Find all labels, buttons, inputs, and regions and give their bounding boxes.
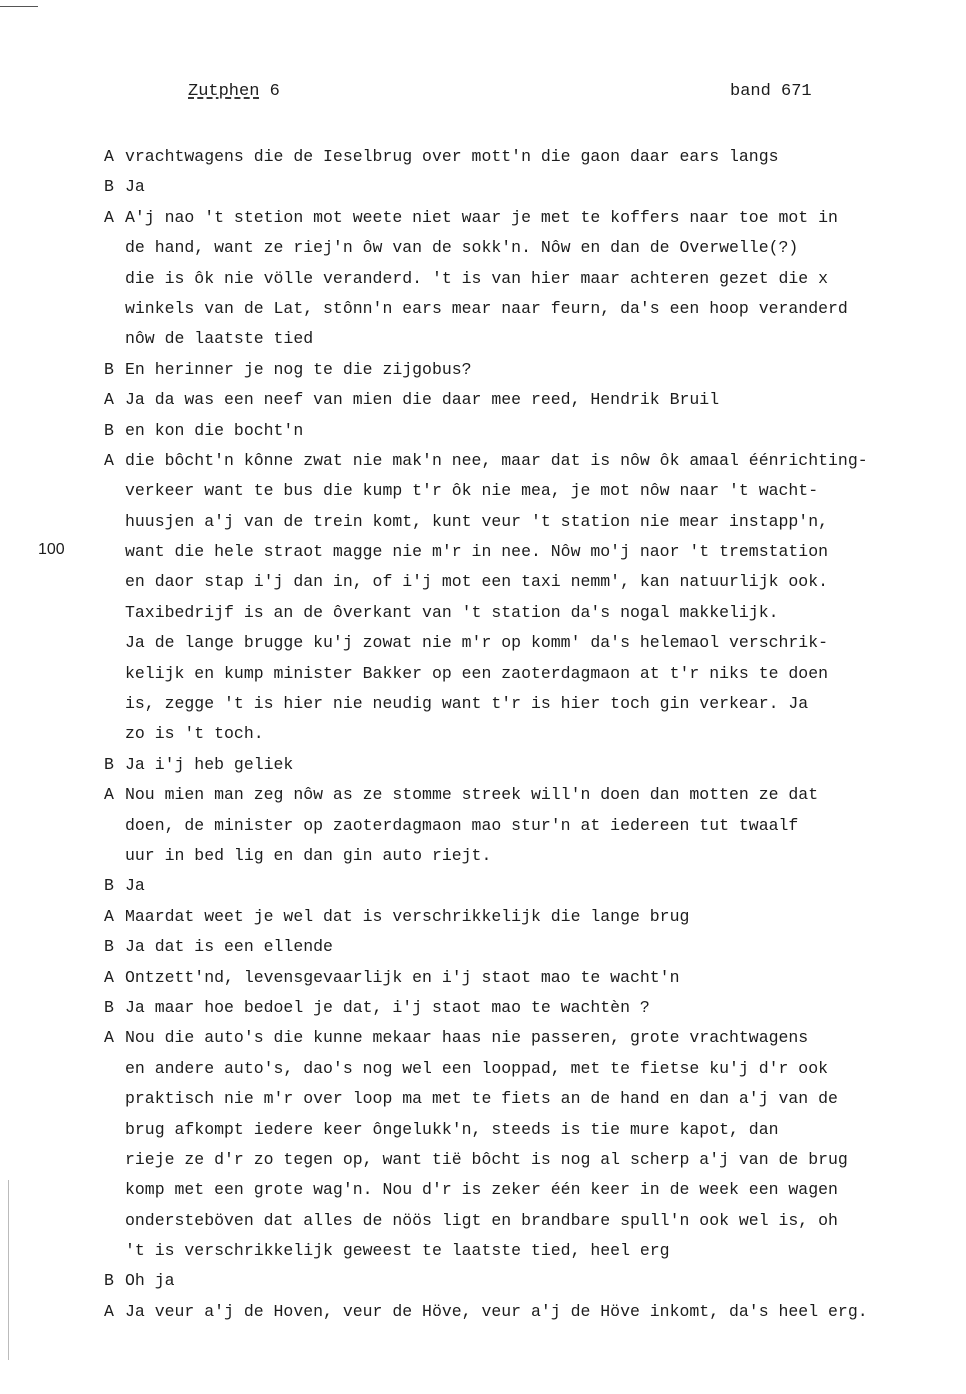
transcript-body xyxy=(104,142,934,1327)
transcript-line xyxy=(104,416,934,446)
line-text: Nou mien man zeg nôw as ze stomme streek will'n doen dan motten ze dat xyxy=(125,785,819,805)
page-top-rule xyxy=(0,6,38,7)
speaker-label: A xyxy=(104,906,114,926)
line-text: die is ôk nie völle veranderd. 't is van hier maar achteren gezet die x xyxy=(125,268,829,288)
transcript-line xyxy=(104,1023,934,1053)
transcript-line xyxy=(104,902,934,932)
transcript-line xyxy=(104,598,934,628)
line-text: want die hele straot magge nie m'r in nee. Nôw mo'j naor 't tremstation xyxy=(125,542,829,562)
transcript-line xyxy=(104,476,934,506)
line-text: Maardat weet je wel dat is verschrikkelijk die lange brug xyxy=(125,906,690,926)
line-text: Ja veur a'j de Hoven, veur de Höve, veur a'j de Höve inkomt, da's heel erg. xyxy=(125,1301,868,1321)
speaker-label: B xyxy=(104,1271,114,1291)
transcript-line xyxy=(104,811,934,841)
transcript-line xyxy=(104,507,934,537)
transcript-line xyxy=(104,780,934,810)
line-text: en daor stap i'j dan in, of i'j mot een taxi nemm', kan natuurlijk ook. xyxy=(125,572,829,592)
line-text: ondersteböven dat alles de nöös ligt en brandbare spull'n ook wel is, oh xyxy=(125,1210,838,1230)
line-text: rieje ze d'r zo tegen op, want tië bôcht is nog al scherp a'j van de brug xyxy=(125,1149,848,1169)
transcript-line xyxy=(104,567,934,597)
transcript-line xyxy=(104,1145,934,1175)
transcript-line xyxy=(104,142,934,172)
transcript-line xyxy=(104,1054,934,1084)
line-text: Nou die auto's die kunne mekaar haas nie passeren, grote vrachtwagens xyxy=(125,1028,809,1048)
line-text: kelijk en kump minister Bakker op een zaoterdagmaon at t'r niks te doen xyxy=(125,663,829,683)
line-text: praktisch nie m'r over loop ma met te fiets an de hand en dan a'j van de xyxy=(125,1089,838,1109)
transcript-line xyxy=(104,659,934,689)
margin-scan-mark xyxy=(8,1180,9,1360)
speaker-label: B xyxy=(104,754,114,774)
transcript-line xyxy=(104,1084,934,1114)
transcript-line xyxy=(104,172,934,202)
line-text: verkeer want te bus die kump t'r ôk nie mea, je mot nôw naar 't wacht- xyxy=(125,481,819,501)
speaker-label: A xyxy=(104,1028,114,1048)
transcript-line xyxy=(104,932,934,962)
speaker-label: B xyxy=(104,177,114,197)
line-text: de hand, want ze riej'n ôw van de sokk'n. Nôw en dan de Overwelle(?) xyxy=(125,238,799,258)
line-text: winkels van de Lat, stônn'n ears mear naar feurn, da's een hoop veranderd xyxy=(125,298,848,318)
line-text: Ja maar hoe bedoel je dat, i'j staot mao te wachtèn ? xyxy=(125,997,650,1017)
line-text: en andere auto's, dao's nog wel een looppad, met te fietse ku'j d'r ook xyxy=(125,1058,829,1078)
line-text: zo is 't toch. xyxy=(125,724,264,744)
transcript-line xyxy=(104,963,934,993)
transcript-line xyxy=(104,689,934,719)
transcript-line xyxy=(104,385,934,415)
speaker-label: A xyxy=(104,450,114,470)
speaker-label: A xyxy=(104,785,114,805)
line-text: is, zegge 't is hier nie neudig want t'r is hier toch gin verkear. Ja xyxy=(125,694,809,714)
transcript-line xyxy=(104,1206,934,1236)
line-text: brug afkompt iedere keer ôngelukk'n, steeds is tie mure kapot, dan xyxy=(125,1119,779,1139)
line-text: nôw de laatste tied xyxy=(125,329,314,349)
line-text: 't is verschrikkelijk geweest te laatste tied, heel erg xyxy=(125,1241,670,1261)
speaker-label: B xyxy=(104,937,114,957)
transcript-line xyxy=(104,203,934,233)
transcript-line xyxy=(104,871,934,901)
line-text: vrachtwagens die de Ieselbrug over mott'n die gaon daar ears langs xyxy=(125,147,779,166)
speaker-label: B xyxy=(104,359,114,379)
transcript-line xyxy=(104,750,934,780)
line-text: doen, de minister op zaoterdagmaon mao stur'n at iedereen tut twaalf xyxy=(125,815,799,835)
speaker-label: A xyxy=(104,1301,114,1321)
speaker-label: A xyxy=(104,207,114,227)
margin-line-number: 100 xyxy=(38,541,65,558)
speaker-label: A xyxy=(104,390,114,410)
line-text: en kon die bocht'n xyxy=(125,420,304,440)
band-number: band 671 xyxy=(730,82,812,101)
speaker-label: B xyxy=(104,876,114,896)
speaker-label: A xyxy=(104,967,114,987)
line-text: huusjen a'j van de trein komt, kunt veur 't station nie mear instapp'n, xyxy=(125,511,829,531)
transcript-line xyxy=(104,1266,934,1296)
transcript-line xyxy=(104,233,934,263)
line-text: Ontzett'nd, levensgevaarlijk en i'j staot mao te wacht'n xyxy=(125,967,680,987)
transcript-line xyxy=(104,628,934,658)
transcript-line xyxy=(104,993,934,1023)
transcript-line xyxy=(104,1175,934,1205)
speaker-label: B xyxy=(104,420,114,440)
line-text: die bôcht'n kônne zwat nie mak'n nee, maar dat is nôw ôk amaal éénrichting- xyxy=(125,450,868,470)
line-text: uur in bed lig en dan gin auto riejt. xyxy=(125,845,492,865)
line-text: Ja xyxy=(125,177,145,197)
line-text: Ja dat is een ellende xyxy=(125,937,333,957)
line-text: Taxibedrijf is an de ôverkant van 't station da's nogal makkelijk. xyxy=(125,602,779,622)
speaker-label: B xyxy=(104,997,114,1017)
line-text: Ja i'j heb geliek xyxy=(125,754,294,774)
transcript-line xyxy=(104,1115,934,1145)
page-header xyxy=(0,82,966,108)
line-text: Ja de lange brugge ku'j zowat nie m'r op komm' da's helemaol verschrik- xyxy=(125,633,829,653)
transcript-line xyxy=(104,719,934,749)
line-text: A'j nao 't stetion mot weete niet waar je met te koffers naar toe mot in xyxy=(125,207,838,227)
transcript-line xyxy=(104,264,934,294)
transcript-line xyxy=(104,1297,934,1327)
transcript-line xyxy=(104,294,934,324)
transcript-line xyxy=(104,537,934,567)
document-title: Zutphen 6 xyxy=(188,82,280,101)
line-text: En herinner je nog te die zijgobus? xyxy=(125,359,472,379)
transcript-line xyxy=(104,1236,934,1266)
line-text: komp met een grote wag'n. Nou d'r is zeker één keer in de week een wagen xyxy=(125,1180,838,1200)
transcript-line xyxy=(104,446,934,476)
transcript-line xyxy=(104,841,934,871)
line-text: Ja xyxy=(125,876,145,896)
transcript-line xyxy=(104,355,934,385)
line-text: Ja da was een neef van mien die daar mee reed, Hendrik Bruil xyxy=(125,390,720,410)
line-text: Oh ja xyxy=(125,1271,175,1291)
transcript-line xyxy=(104,324,934,354)
speaker-label: A xyxy=(104,147,114,166)
